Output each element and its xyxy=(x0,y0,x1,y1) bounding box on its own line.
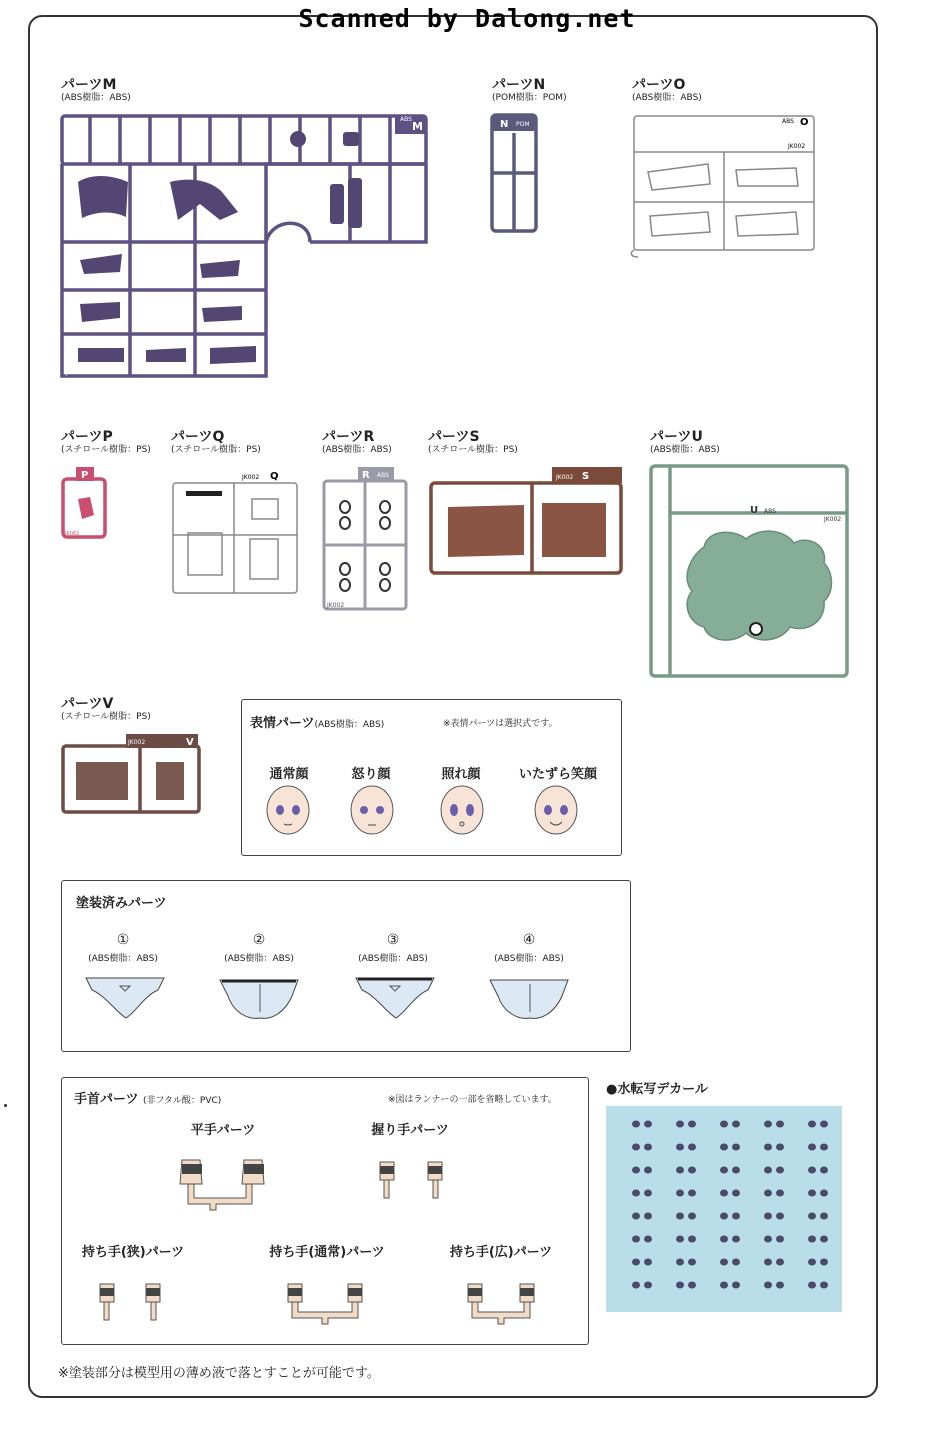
decal-eye xyxy=(644,1259,652,1266)
runner-u-letter: U xyxy=(750,505,759,516)
decal-eye xyxy=(732,1259,740,1266)
decal-eye xyxy=(808,1121,816,1128)
decal-eye xyxy=(820,1213,828,1220)
decal-eye xyxy=(632,1213,640,1220)
hand-parts-drawings xyxy=(96,1140,542,1330)
runner-m-abs-tag: ABS xyxy=(400,116,412,123)
expression-label-shy: 照れ顔 xyxy=(441,767,481,782)
decal-eye xyxy=(732,1144,740,1151)
runner-v-letter: V xyxy=(186,737,194,748)
runner-r-diagram xyxy=(321,465,411,613)
hand-label-grip-narrow: 持ち手(狭)パーツ xyxy=(81,1245,185,1260)
decal-eye xyxy=(776,1167,784,1174)
decal-eye xyxy=(764,1282,772,1289)
part-r-label xyxy=(322,429,392,456)
decal-eye xyxy=(776,1282,784,1289)
part-q-material: (スチロール樹脂：PS) xyxy=(171,445,261,455)
decal-eye xyxy=(676,1236,684,1243)
decal-eye xyxy=(808,1190,816,1197)
expression-faces xyxy=(262,784,572,840)
decal-eye xyxy=(644,1121,652,1128)
decal-eye xyxy=(688,1144,696,1151)
decal-eye xyxy=(688,1282,696,1289)
decal-title: ●水転写デカール xyxy=(606,1082,708,1097)
runner-u-code: JK002 xyxy=(824,516,842,523)
decal-eye xyxy=(776,1236,784,1243)
runner-m-code: JK002 xyxy=(66,369,84,376)
runner-v-code: JK002 xyxy=(128,739,146,746)
decal-eye xyxy=(676,1167,684,1174)
decal-eye xyxy=(764,1144,772,1151)
decal-eye xyxy=(644,1236,652,1243)
painted-parts-drawings xyxy=(84,972,574,1024)
part-u-material: (ABS樹脂：ABS) xyxy=(650,445,720,455)
decal-eye xyxy=(820,1236,828,1243)
runner-r-abs-tag: ABS xyxy=(377,472,389,479)
part-p-name: パーツP xyxy=(61,429,113,445)
decal-eye xyxy=(688,1121,696,1128)
decal-eye xyxy=(732,1121,740,1128)
runner-q-letter: Q xyxy=(270,471,279,482)
decal-eye xyxy=(632,1259,640,1266)
decal-eye xyxy=(732,1282,740,1289)
decal-eye xyxy=(720,1167,728,1174)
decal-eye xyxy=(632,1236,640,1243)
part-m-material: (ABS樹脂：ABS) xyxy=(61,93,131,103)
decal-eye xyxy=(676,1144,684,1151)
runner-s-code: JK002 xyxy=(556,474,574,481)
decal-eye xyxy=(720,1236,728,1243)
decal-eye xyxy=(732,1167,740,1174)
decal-eye xyxy=(764,1213,772,1220)
decal-eye xyxy=(644,1282,652,1289)
decal-eye xyxy=(720,1259,728,1266)
scan-watermark: Scanned by Dalong.net xyxy=(298,4,636,33)
part-o-name: パーツO xyxy=(632,77,686,93)
part-r-name: パーツR xyxy=(322,429,375,445)
hand-material: (非フタル酸：PVC) xyxy=(143,1096,222,1106)
runner-o-letter: O xyxy=(800,117,809,128)
decal-eye xyxy=(688,1236,696,1243)
decal-eye xyxy=(688,1190,696,1197)
decal-eye xyxy=(808,1282,816,1289)
decal-eye xyxy=(820,1167,828,1174)
hand-box-title xyxy=(74,1088,221,1107)
decal-eye xyxy=(808,1144,816,1151)
decal-sheet xyxy=(606,1106,842,1312)
part-s-label xyxy=(428,429,518,456)
painted-title: 塗装済みパーツ xyxy=(76,896,167,911)
decal-eye xyxy=(720,1121,728,1128)
decal-eye xyxy=(764,1236,772,1243)
expression-label-angry: 怒り顔 xyxy=(351,767,391,782)
decal-eye xyxy=(732,1236,740,1243)
decal-eye xyxy=(720,1190,728,1197)
decal-eye xyxy=(732,1213,740,1220)
runner-o-abs-tag: ABS xyxy=(782,118,794,125)
decal-eye xyxy=(732,1190,740,1197)
decal-eye xyxy=(644,1213,652,1220)
decal-eye xyxy=(808,1213,816,1220)
painted-mat-1: (ABS樹脂：ABS) xyxy=(88,954,158,964)
decal-eye xyxy=(632,1190,640,1197)
decal-eye xyxy=(820,1259,828,1266)
decal-eye xyxy=(776,1190,784,1197)
decal-eye xyxy=(764,1121,772,1128)
decal-eye xyxy=(820,1282,828,1289)
part-p-material: (スチロール樹脂：PS) xyxy=(61,445,151,455)
hand-title: 手首パーツ xyxy=(74,1092,139,1107)
part-o-label xyxy=(632,77,702,104)
painted-num-3: ③ xyxy=(386,932,400,948)
part-s-name: パーツS xyxy=(428,429,480,445)
decal-eye xyxy=(688,1259,696,1266)
decal-eye xyxy=(776,1121,784,1128)
part-v-label xyxy=(61,696,151,723)
hand-label-grip-normal: 持ち手(通常)パーツ xyxy=(269,1245,385,1260)
runner-u-diagram xyxy=(648,463,854,681)
decal-eye xyxy=(676,1259,684,1266)
decal-eye xyxy=(688,1213,696,1220)
runner-m-diagram xyxy=(60,112,432,382)
painted-mat-2: (ABS樹脂：ABS) xyxy=(224,954,294,964)
decal-eye xyxy=(632,1121,640,1128)
hand-label-flat: 平手パーツ xyxy=(190,1123,256,1138)
expression-material: (ABS樹脂：ABS) xyxy=(314,720,385,730)
decal-eye xyxy=(676,1282,684,1289)
part-v-name: パーツV xyxy=(61,696,114,712)
decal-eye xyxy=(632,1144,640,1151)
part-o-material: (ABS樹脂：ABS) xyxy=(632,93,702,103)
runner-v-diagram xyxy=(60,732,202,816)
expression-label-mischief: いたずら笑顔 xyxy=(518,767,597,782)
decal-eye xyxy=(764,1190,772,1197)
decal-eye xyxy=(820,1190,828,1197)
part-m-name: パーツM xyxy=(61,77,117,93)
painted-num-2: ② xyxy=(252,932,266,948)
part-n-label xyxy=(492,77,567,104)
decal-eye xyxy=(644,1190,652,1197)
runner-n-diagram xyxy=(490,113,540,235)
decal-eye xyxy=(808,1167,816,1174)
painted-num-1: ① xyxy=(116,932,130,948)
expression-label-normal: 通常顔 xyxy=(269,767,309,782)
part-r-material: (ABS樹脂：ABS) xyxy=(322,445,392,455)
decal-eye xyxy=(632,1167,640,1174)
decal-eye xyxy=(632,1282,640,1289)
decal-eye xyxy=(676,1190,684,1197)
footer-note: ※塗装部分は模型用の薄め液で落とすことが可能です。 xyxy=(58,1366,380,1381)
expression-note: ※表情パーツは選択式です。 xyxy=(443,719,558,729)
part-p-label xyxy=(61,429,151,456)
decal-eye xyxy=(676,1213,684,1220)
decal-eye xyxy=(820,1144,828,1151)
decal-eye xyxy=(820,1121,828,1128)
part-n-material: (POM樹脂：POM) xyxy=(492,93,567,103)
part-s-material: (スチロール樹脂：PS) xyxy=(428,445,518,455)
decal-eye xyxy=(808,1259,816,1266)
runner-p-letter: P xyxy=(81,470,89,481)
painted-mat-3: (ABS樹脂：ABS) xyxy=(358,954,428,964)
runner-o-diagram xyxy=(630,112,818,257)
decal-eye xyxy=(776,1259,784,1266)
part-m-label xyxy=(61,77,131,104)
hand-label-grip-wide: 持ち手(広)パーツ xyxy=(449,1245,553,1260)
decal-eye xyxy=(644,1167,652,1174)
decal-eye xyxy=(776,1213,784,1220)
decal-eye xyxy=(720,1213,728,1220)
decal-eye xyxy=(764,1167,772,1174)
scan-dot xyxy=(4,1104,7,1107)
runner-u-abs-tag: ABS xyxy=(764,508,776,515)
part-u-label xyxy=(650,429,720,456)
part-n-name: パーツN xyxy=(492,77,546,93)
runner-m-letter: M xyxy=(412,120,423,133)
runner-o-code: JK002 xyxy=(788,143,806,150)
decal-eye xyxy=(720,1144,728,1151)
runner-n-letter: N xyxy=(500,119,509,130)
part-v-material: (スチロール樹脂：PS) xyxy=(61,712,151,722)
expression-title: 表情パーツ xyxy=(250,716,315,731)
decal-eye xyxy=(688,1167,696,1174)
runner-s-letter: S xyxy=(582,471,590,482)
hand-label-fist: 握り手パーツ xyxy=(371,1123,449,1138)
decal-eye xyxy=(808,1236,816,1243)
decal-eye xyxy=(676,1121,684,1128)
runner-s-diagram xyxy=(428,465,626,579)
decal-eye xyxy=(644,1144,652,1151)
decal-eye xyxy=(764,1259,772,1266)
hand-note: ※図はランナーの一部を省略しています。 xyxy=(388,1095,557,1105)
part-u-name: パーツU xyxy=(650,429,703,445)
runner-r-letter: R xyxy=(362,470,370,481)
runner-p-diagram xyxy=(60,465,110,541)
runner-p-code: JK002 xyxy=(65,531,80,537)
part-q-label xyxy=(171,429,261,456)
runner-q-code: JK002 xyxy=(242,474,260,481)
decal-eye xyxy=(720,1282,728,1289)
painted-mat-4: (ABS樹脂：ABS) xyxy=(494,954,564,964)
runner-r-code: JK002 xyxy=(327,602,345,609)
decal-eye xyxy=(776,1144,784,1151)
expression-box-title xyxy=(250,712,384,731)
painted-num-4: ④ xyxy=(522,932,536,948)
runner-q-diagram xyxy=(170,465,300,597)
part-q-name: パーツQ xyxy=(171,429,225,445)
runner-n-pom-tag: POM xyxy=(516,121,530,128)
